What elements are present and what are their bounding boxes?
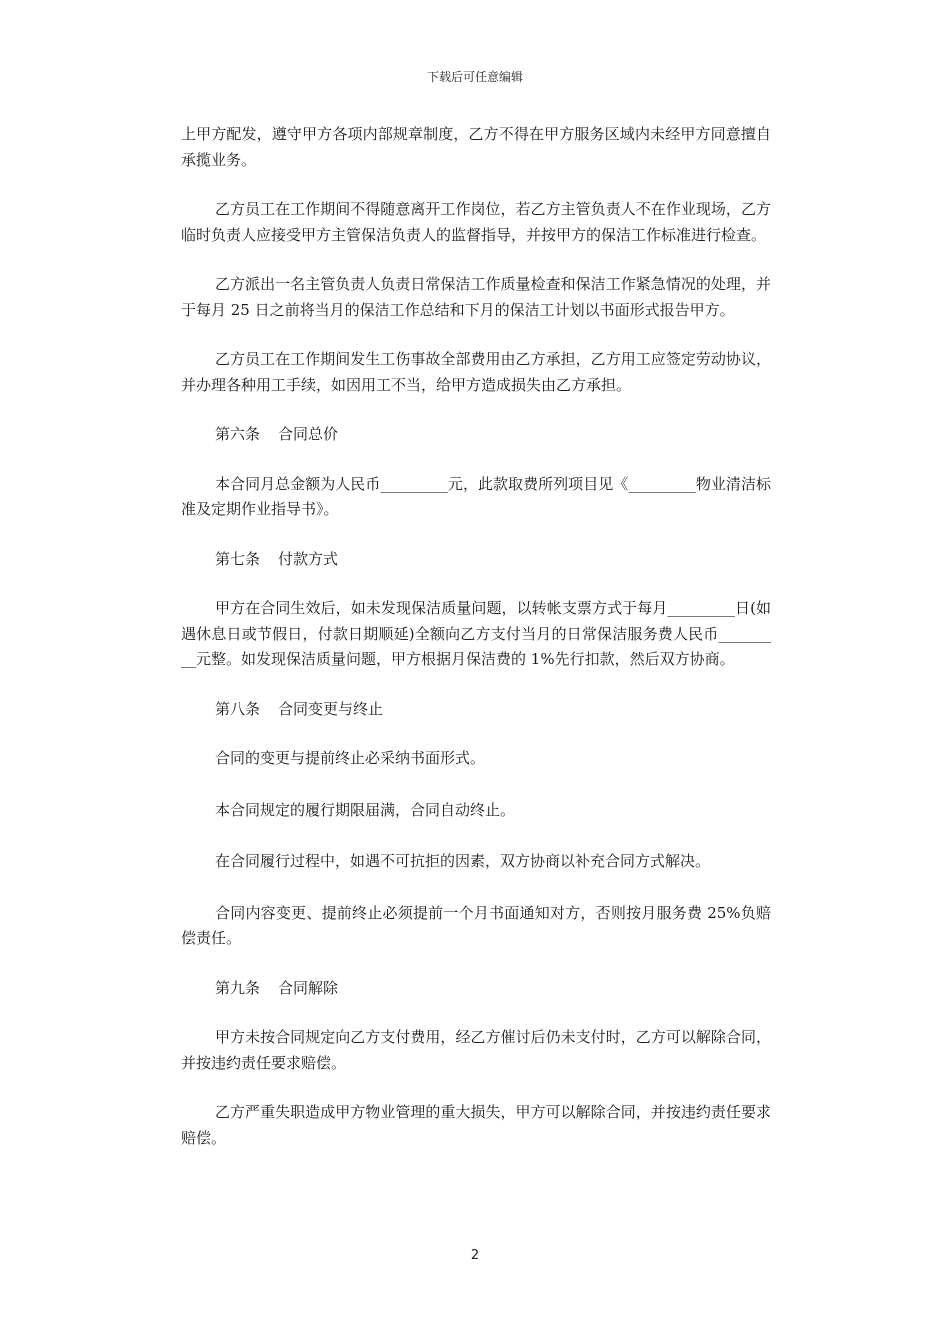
article-heading <box>181 697 771 723</box>
article-title: 付款方式 <box>278 549 339 568</box>
article-heading <box>181 547 771 573</box>
paragraph: 合同内容变更、提前终止必须提前一个月书面通知对方，否则按月服务费 25%负赔偿责任。 <box>181 903 771 947</box>
article-title: 合同解除 <box>278 978 339 997</box>
paragraph: 本合同月总金额为人民币_________元，此款取费所列项目见《_________物业清洁标准及定期作业指导书》。 <box>181 474 771 518</box>
paragraph: 甲方未按合同规定向乙方支付费用，经乙方催讨后仍未支付时，乙方可以解除合同，并按违约责任要求赔偿。 <box>181 1028 771 1072</box>
article-number: 第七条 <box>215 549 261 568</box>
paragraph: 乙方员工在工作期间不得随意离开工作岗位，若乙方主管负责人不在作业现场，乙方临时负责人应接受甲方主管保洁负责人的监督指导，并按甲方的保洁工作标准进行检查。 <box>181 200 771 244</box>
paragraph: 本合同规定的履行期限届满，合同自动终止。 <box>215 800 516 819</box>
paragraph: 乙方派出一名主管负责人负责日常保洁工作质量检查和保洁工作紧急情况的处理，并于每月 25 日之前将当月的保洁工作总结和下月的保洁工计划以书面形式报告甲方。 <box>181 275 771 319</box>
article-number: 第六条 <box>215 425 261 443</box>
paragraph: 在合同履行过程中，如遇不可抗拒的因素，双方协商以补充合同方式解决。 <box>215 852 711 870</box>
article-number: 第九条 <box>215 978 261 997</box>
paragraph: 乙方严重失职造成甲方物业管理的重大损失，甲方可以解除合同，并按违约责任要求赔偿。 <box>181 1103 771 1147</box>
article-number: 第八条 <box>215 699 261 718</box>
article-title: 合同变更与终止 <box>278 699 384 718</box>
page-header: 下载后可任意编辑 <box>426 70 523 84</box>
paragraph: 甲方在合同生效后，如未发现保洁质量问题，以转帐支票方式于每月_________日(如遇休息日或节假日，付款日期顺延)全额向乙方支付当月的日常保洁服务费人民币_________元整。如发现保洁质量问题，甲方根据月保洁费的 1%先行扣款，然后双方协商。 <box>181 599 771 668</box>
paragraph: 乙方员工在工作期间发生工伤事故全部费用由乙方承担，乙方用工应签定劳动协议，并办理各种用工手续，如因用工不当，给甲方造成损失由乙方承担。 <box>181 350 771 394</box>
article-heading <box>181 422 771 448</box>
article-title: 合同总价 <box>278 425 339 443</box>
article-heading <box>181 976 771 1002</box>
paragraph: 上甲方配发，遵守甲方各项内部规章制度，乙方不得在甲方服务区域内未经甲方同意擅自承揽业务。 <box>181 125 771 169</box>
document-body <box>181 122 771 1175</box>
page-number: 2 <box>470 1248 480 1263</box>
paragraph: 合同的变更与提前终止必采纳书面形式。 <box>215 749 486 767</box>
